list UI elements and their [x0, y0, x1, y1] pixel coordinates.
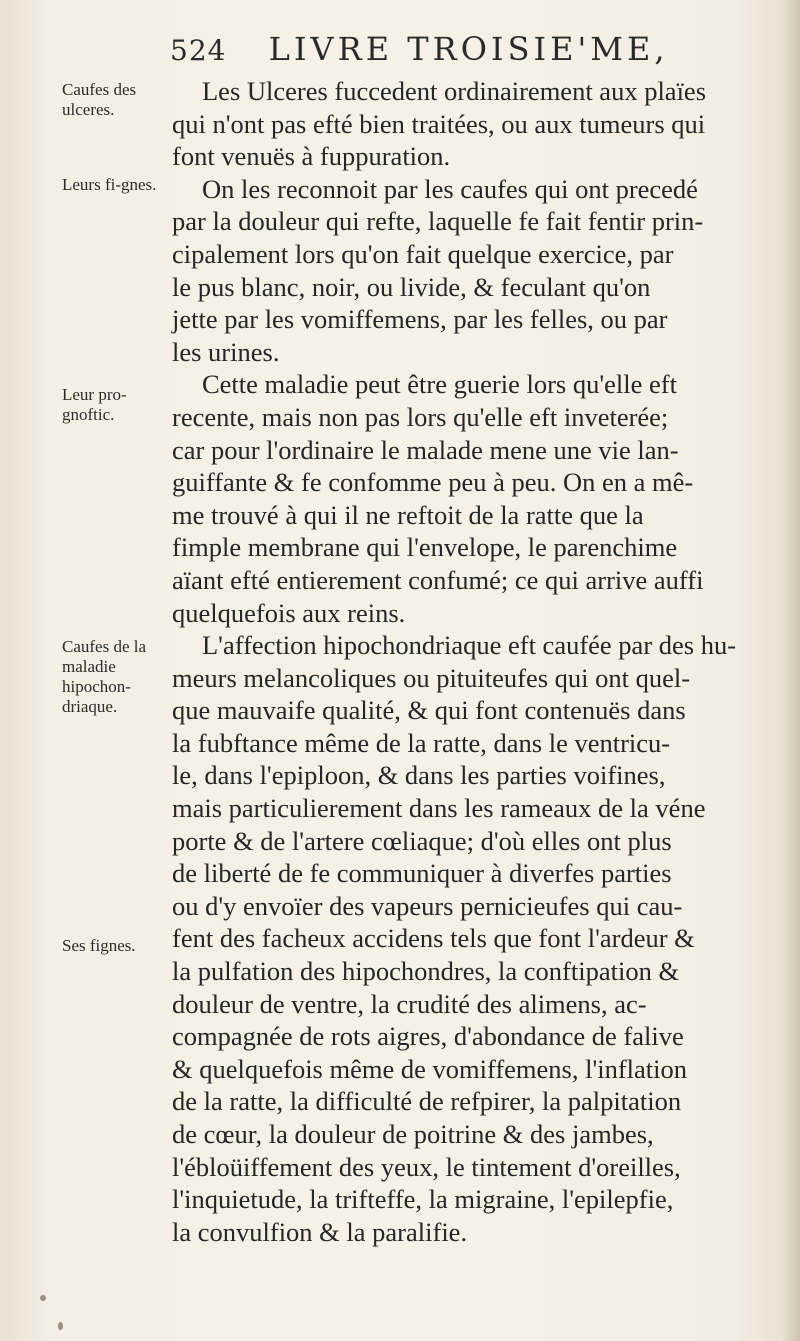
text-line: fent des facheux accidens tels que font l'ardeur & [172, 923, 695, 954]
margin-note-signs: Leurs fi-gnes. [62, 175, 157, 194]
text-line: de cœur, la douleur de poitrine & des jambes, [172, 1119, 654, 1149]
text-line: douleur de ventre, la crudité des alimens, ac- [172, 988, 647, 1019]
text-line: guiffante & fe confomme peu à peu. On en a mê- [172, 467, 694, 498]
running-title: LIVRE TROISIE'ME, [268, 30, 669, 68]
text-line: par la douleur qui refte, laquelle fe fait fentir prin- [172, 206, 704, 237]
text-line: l'ébloüiffement des yeux, le tintement d'oreilles, [172, 1151, 681, 1182]
text-line: le, dans l'epiploon, & dans les parties voifines, [172, 760, 666, 791]
text-line: & quelquefois même de vomiffemens, l'inflation [172, 1053, 688, 1084]
text-line: mais particulierement dans les rameaux de la véne [172, 793, 706, 824]
text-line: meurs melancoliques ou pituiteufes qui ont quel- [172, 662, 691, 693]
text-line: jette par les vomiffemens, par les felles, ou par [172, 304, 668, 335]
text-line: qui n'ont pas efté bien traitées, ou aux tumeurs qui [172, 108, 706, 139]
text-line: me trouvé à qui il ne reftoit de la ratte que la [172, 499, 644, 530]
text-line: porte & de l'artere cœliaque; d'où elles ont plus [172, 825, 672, 856]
text-line: l'inquietude, la trifteffe, la migraine, l'epilepfie, [172, 1184, 674, 1215]
text-line: ou d'y envoïer des vapeurs pernicieufes qui cau- [172, 890, 683, 921]
text-line: On les reconnoit par les caufes qui ont precedé [202, 173, 698, 204]
ink-speck [40, 1295, 46, 1301]
text-line: la convulfion & la paralifie. [172, 1216, 468, 1247]
running-header [170, 30, 770, 68]
page-number: 524 [170, 34, 227, 67]
text-line: Cette maladie peut être guerie lors qu'elle eft [202, 369, 677, 400]
text-line: de liberté de fe communiquer à diverfes parties [172, 858, 672, 889]
text-line: les urines. [172, 336, 280, 367]
text-line: fimple membrane qui l'envelope, le parenchime [172, 532, 678, 563]
text-line: le pus blanc, noir, ou livide, & feculant qu'on [172, 271, 651, 302]
text-line: la pulfation des hipochondres, la conftipation & [172, 956, 680, 987]
text-line: la fubftance même de la ratte, dans le ventricu- [172, 727, 671, 758]
text-line: quelquefois aux reins. [172, 597, 406, 628]
text-line: que mauvaife qualité, & qui font contenuës dans [172, 695, 686, 726]
margin-note-prognostic: Leur pro-gnoftic. [62, 385, 127, 424]
text-line: car pour l'ordinaire le malade mene une vie lan- [172, 434, 679, 465]
margin-note-causes-ulcers: Caufes des ulceres. [62, 80, 137, 119]
text-line: font venuës à fuppuration. [172, 141, 451, 172]
page-gutter-shadow [782, 0, 800, 1341]
margin-note-causes-hypochondria: Caufes de la maladie hipochon-driaque. [62, 637, 147, 716]
text-line: L'affection hipochondriaque eft caufée par des hu- [202, 630, 737, 661]
body-text [172, 75, 762, 1248]
text-line: cipalement lors qu'on fait quelque exercice, par [172, 238, 674, 269]
text-line: compagnée de rots aigres, d'abondance de falive [172, 1021, 684, 1052]
text-line: aïant efté entierement confumé; ce qui arrive auffi [172, 564, 704, 595]
text-line: de la ratte, la difficulté de refpirer, la palpitation [172, 1086, 682, 1117]
text-line: recente, mais non pas lors qu'elle eft inveterée; [172, 401, 669, 432]
margin-note-its-signs: Ses fignes. [62, 936, 136, 955]
ink-speck [58, 1322, 63, 1330]
text-line: Les Ulceres fuccedent ordinairement aux plaïes [202, 76, 707, 106]
